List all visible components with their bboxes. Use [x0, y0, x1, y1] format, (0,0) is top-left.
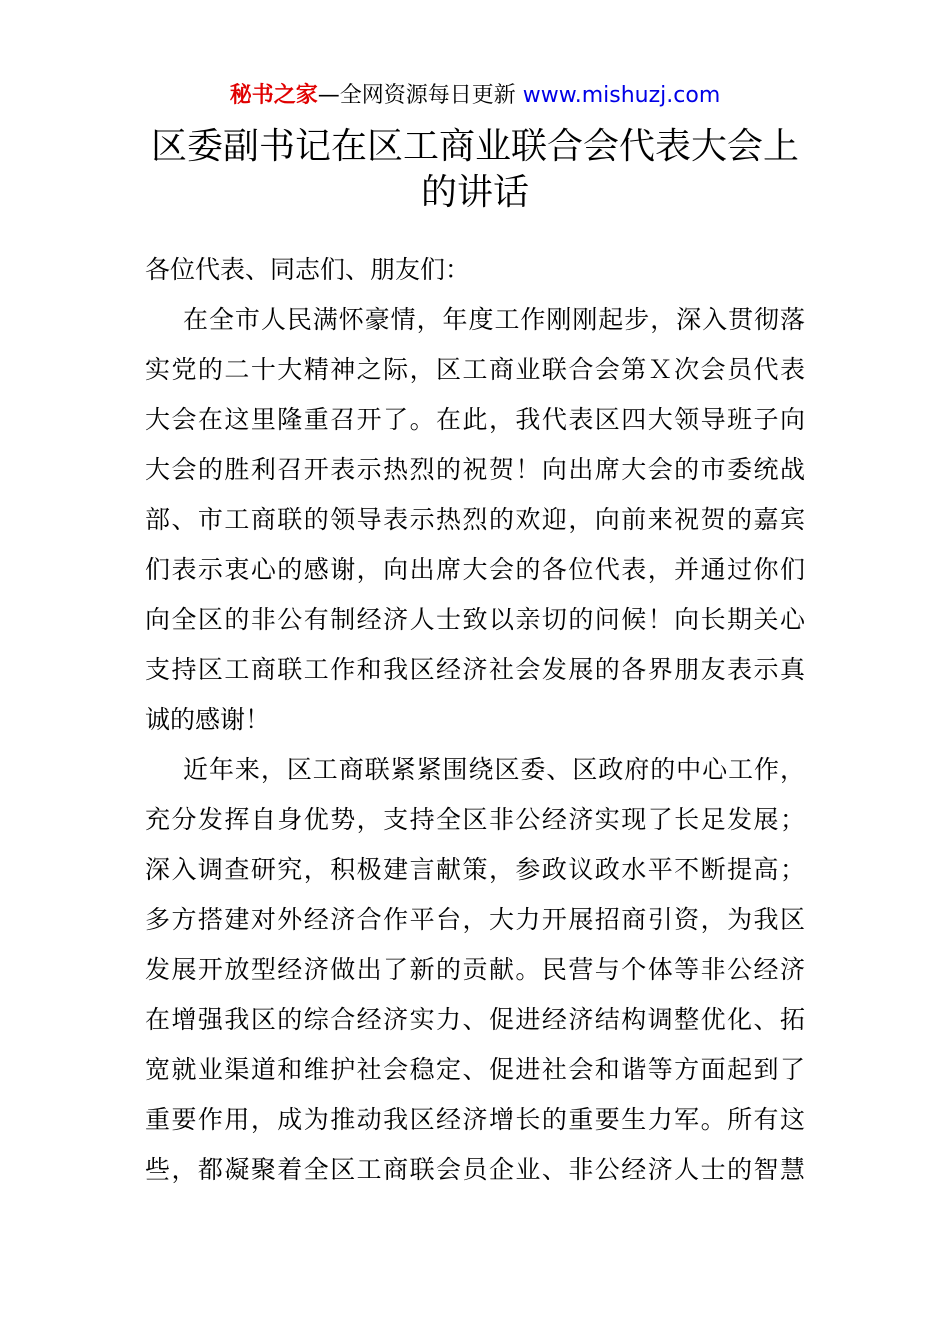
paragraph-line: 些，都凝聚着全区工商联会员企业、非公经济人士的智慧 [145, 1155, 805, 1184]
document-title [145, 124, 805, 216]
paragraph-line: 多方搭建对外经济合作平台，大力开展招商引资，为我区 [145, 905, 805, 934]
site-header [0, 80, 950, 112]
paragraph-line: 充分发挥自身优势，支持全区非公经济实现了长足发展； [145, 805, 805, 834]
paragraph-line: 重要作用，成为推动我区经济增长的重要生力军。所有这 [145, 1105, 805, 1134]
site-url-link[interactable]: www.mishuzj.com [522, 83, 721, 108]
paragraph-line: 大会的胜利召开表示热烈的祝贺！向出席大会的市委统战 [145, 455, 805, 484]
paragraph-line: 近年来，区工商联紧紧围绕区委、区政府的中心工作， [183, 755, 805, 784]
paragraph-line: 实党的二十大精神之际，区工商业联合会第Ｘ次会员代表 [145, 355, 805, 384]
paragraph-line: 们表示衷心的感谢，向出席大会的各位代表，并通过你们 [145, 555, 805, 584]
title-line: 区委副书记在区工商业联合会代表大会上 [150, 126, 799, 167]
paragraph-line: 深入调查研究，积极建言献策，参政议政水平不断提高； [145, 855, 805, 884]
paragraph-line: 发展开放型经济做出了新的贡献。民营与个体等非公经济 [145, 955, 805, 984]
paragraph-line: 宽就业渠道和维护社会稳定、促进社会和谐等方面起到了 [145, 1055, 805, 1084]
paragraph-1 [145, 295, 805, 745]
paragraph-line: 大会在这里隆重召开了。在此，我代表区四大领导班子向 [145, 405, 805, 434]
site-name: 秘书之家 [229, 83, 318, 108]
paragraph-line: 诚的感谢！ [145, 705, 271, 734]
paragraph-line: 在全市人民满怀豪情，年度工作刚刚起步，深入贯彻落 [183, 305, 805, 334]
paragraph-line: 在增强我区的综合经济实力、促进经济结构调整优化、拓 [145, 1005, 805, 1034]
title-line: 的讲话 [420, 172, 529, 213]
paragraph-2 [145, 745, 805, 1195]
document-body [145, 245, 805, 1195]
paragraph-line: 部、市工商联的领导表示热烈的欢迎，向前来祝贺的嘉宾 [145, 505, 805, 534]
paragraph-line: 向全区的非公有制经济人士致以亲切的问候！向长期关心 [145, 605, 805, 634]
paragraph-line: 支持区工商联工作和我区经济社会发展的各界朋友表示真 [145, 655, 805, 684]
site-slogan: —全网资源每日更新 [317, 83, 516, 108]
salutation: 各位代表、同志们、朋友们： [145, 255, 471, 284]
